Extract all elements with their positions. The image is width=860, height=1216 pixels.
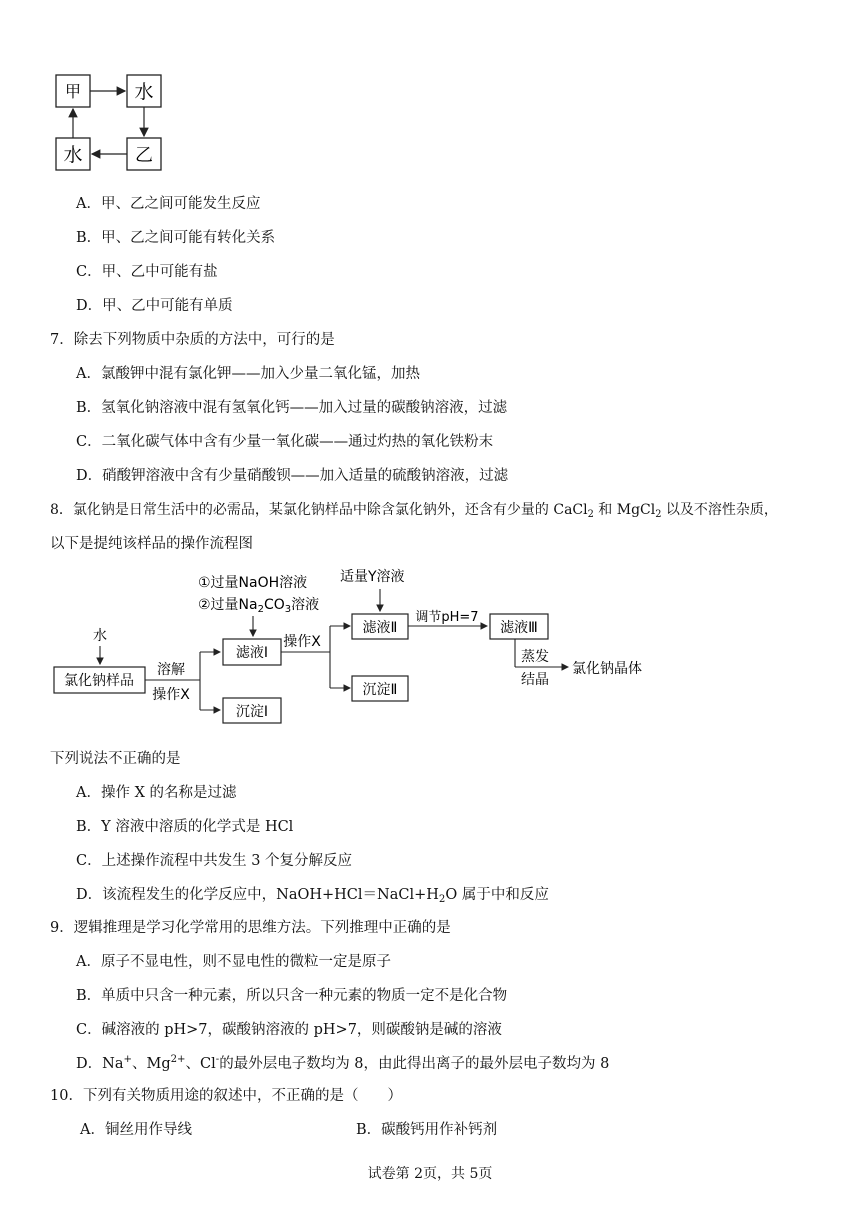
flowchart (50, 566, 670, 736)
flow-adjust-ph: 调节pH=7 (415, 610, 479, 625)
flow-operation-x1: 操作X (152, 687, 190, 703)
q8-option-d: D．该流程发生的化学反应中，$NaOH+HCl=NaCl+H_2O$ 属于中和反应 (76, 887, 549, 905)
flow-precip2: 沉淀Ⅱ (362, 682, 398, 698)
flow-sample: 氯化钠样品 (64, 673, 134, 689)
q10-stem: 10．下列有关物质用途的叙述中，不正确的是（ ） (50, 1088, 402, 1104)
flow-reagent1: ①过量NaOH溶液 (198, 575, 308, 591)
flow-product: 氯化钠晶体 (572, 661, 642, 677)
flow-water: 水 (93, 628, 107, 644)
page-footer: 试卷第 2页，共 5页 (367, 1166, 493, 1182)
q9-option-d: D．Na+、$Mg^{2+}$、Cl-的最外层电子数均为 8，由此得出离子的最外层电子数均为 8 (76, 1054, 610, 1072)
q6-option-a: A．甲、乙之间可能发生反应 (76, 196, 261, 212)
q10-option-a: A．铜丝用作导线 (80, 1122, 192, 1138)
cycle-diagram (50, 72, 180, 178)
q8-option-b: B．Y 溶液中溶质的化学式是 HCl (76, 819, 294, 835)
flow-operation-x2: 操作X (283, 634, 321, 650)
q9-option-c: C．碱溶液的 pH>7，碳酸钠溶液的 pH>7，则碳酸钠是碱的溶液 (76, 1022, 502, 1038)
q7-option-c: C．二氧化碳气体中含有少量一氧化碳——通过灼热的氧化铁粉末 (76, 434, 494, 450)
flow-filtrate3: 滤液Ⅲ (500, 620, 538, 636)
q8-option-a: A．操作 X 的名称是过滤 (76, 785, 237, 801)
q7-option-a: A．氯酸钾中混有氯化钾——加入少量二氧化锰，加热 (76, 366, 420, 382)
flow-dissolve: 溶解 (157, 662, 185, 678)
flow-crystallize: 结晶 (521, 672, 549, 688)
q9-option-b: B．单质中只含一种元素，所以只含一种元素的物质一定不是化合物 (76, 988, 508, 1004)
q8-option-c: C．上述操作流程中共发生 3 个复分解反应 (76, 853, 353, 869)
q7-option-b: B．氢氧化钠溶液中混有氢氧化钙——加入过量的碳酸钠溶液，过滤 (76, 400, 508, 416)
flow-reagent2: ②过量$Na_2CO_3$溶液 (198, 597, 320, 615)
box-water-bottom-label: 水 (63, 144, 83, 166)
q8-stem: 8．氯化钠是日常生活中的必需品，某氯化钠样品中除含氯化钠外，还含有少量的 CaCl$_2$ 和 MgCl$_2$ 以及不溶性杂质， (50, 502, 778, 520)
box-jia-label: 甲 (64, 82, 82, 101)
flow-filtrate1: 滤液Ⅰ (235, 645, 269, 661)
q8-question: 下列说法不正确的是 (50, 751, 181, 767)
q6-option-d: D．甲、乙中可能有单质 (76, 298, 233, 314)
flow-evaporate: 蒸发 (521, 649, 549, 665)
q7-stem: 7．除去下列物质中杂质的方法中，可行的是 (50, 332, 335, 348)
q10-option-b: B．碳酸钙用作补钙剂 (356, 1122, 498, 1138)
q6-option-c: C．甲、乙中可能有盐 (76, 264, 218, 280)
box-water-top-label: 水 (134, 81, 154, 103)
q9-option-a: A．原子不显电性，则不显电性的微粒一定是原子 (76, 954, 391, 970)
box-yi-label: 乙 (135, 145, 153, 166)
q9-stem: 9．逻辑推理是学习化学常用的思维方法。下列推理中正确的是 (50, 920, 451, 936)
q7-option-d: D．硝酸钾溶液中含有少量硝酸钡——加入适量的硫酸钠溶液，过滤 (76, 468, 509, 484)
q6-option-b: B．甲、乙之间可能有转化关系 (76, 230, 276, 246)
flow-precip1: 沉淀Ⅰ (235, 704, 269, 720)
flow-reagent-y: 适量Y溶液 (340, 569, 405, 585)
flow-filtrate2: 滤液Ⅱ (362, 620, 398, 636)
q8-stem-line2: 以下是提纯该样品的操作流程图 (50, 536, 253, 552)
